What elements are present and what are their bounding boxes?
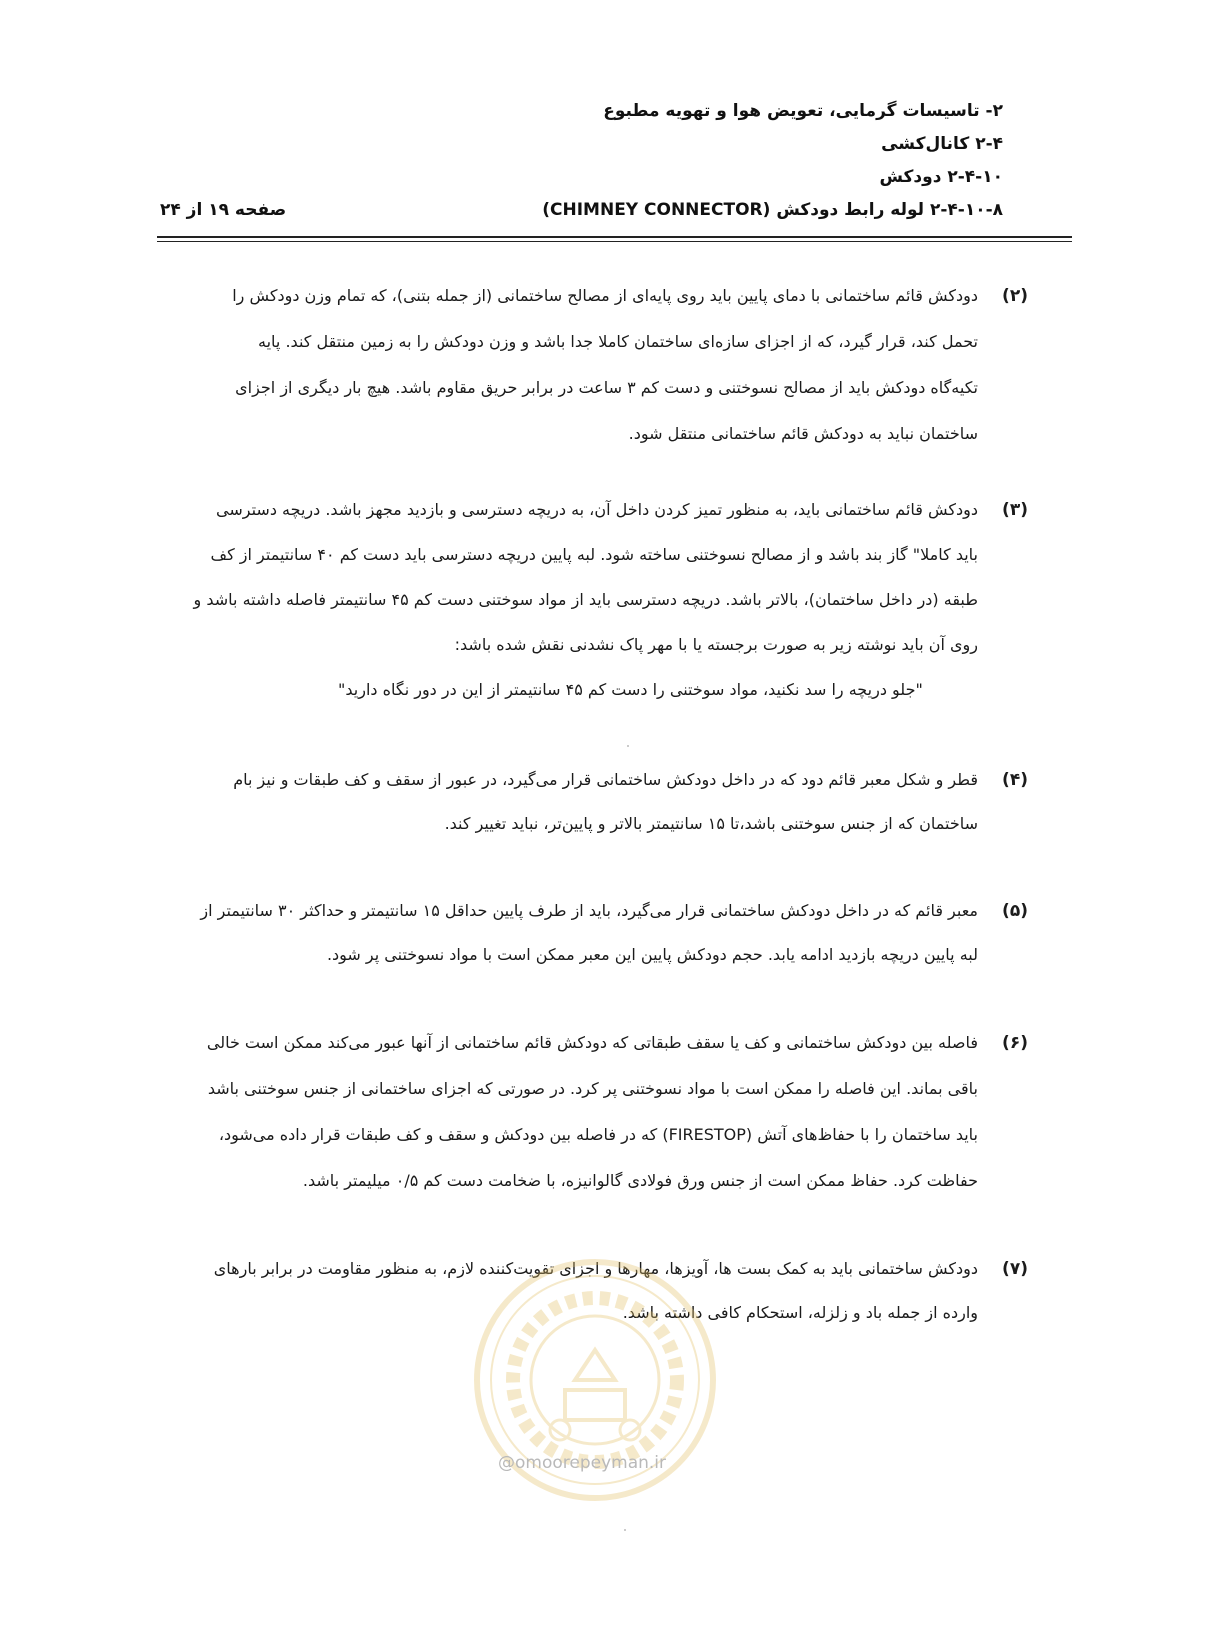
paragraph-line: دودکش ساختمانی باید به کمک بست ها، آویزها، مهارها و اجزای تقویت‌کننده لازم، به منظور مقاومت در برابر بارهای bbox=[213, 1259, 978, 1278]
clause-heading: ۲-۴-۱۰-۸ لوله رابط دودکش (CHIMNEY CONNECTOR) bbox=[542, 200, 1003, 220]
watermark-at-icon: @ bbox=[498, 1453, 515, 1473]
quoted-notice: "جلو دریچه را سد نکنید، مواد سوختنی را دست کم ۴۵ سانتیمتر از این در دور نگاه دارید" bbox=[338, 680, 923, 699]
paragraph-line: ساختمان که از جنس سوختنی باشد،تا ۱۵ سانتیمتر بالاتر و پایین‌تر، نباید تغییر کند. bbox=[444, 814, 978, 833]
paragraph-line: قطر و شکل معبر قائم دود که در داخل دودکش ساختمانی قرار می‌گیرد، در عبور از سقف و کف طبقات و نیز بام bbox=[233, 770, 978, 789]
paragraph-number: (۴) bbox=[1002, 770, 1028, 790]
page-number: صفحه ۱۹ از ۲۴ bbox=[160, 200, 287, 220]
scan-speck bbox=[624, 1529, 626, 1531]
paragraph-number: (۲) bbox=[1002, 286, 1028, 306]
paragraph-line: روی آن باید نوشته زیر به صورت برجسته یا با مهر پاک نشدنی نقش شده باشد: bbox=[454, 635, 978, 654]
header-rule-thin bbox=[157, 241, 1072, 242]
paragraph-line: وارده از جمله باد و زلزله، استحکام کافی داشته باشد. bbox=[622, 1303, 978, 1322]
paragraph-line: باید کاملا" گاز بند باشد و از مصالح نسوختنی ساخته شود. لبه پایین دریچه دسترسی باید دست کم ۴۰ سانتیمتر از کف bbox=[210, 545, 978, 564]
paragraph-number: (۷) bbox=[1002, 1259, 1028, 1279]
header-rule-thick bbox=[157, 236, 1072, 238]
paragraph-line: معبر قائم که در داخل دودکش ساختمانی قرار می‌گیرد، باید از طرف پایین حداقل ۱۵ سانتیمتر و حداکثر ۳۰ سانتیمتر از bbox=[200, 901, 978, 920]
scan-speck bbox=[627, 745, 629, 747]
paragraph-line: باید ساختمان را با حفاظ‌های آتش (FIRESTOP) که در فاصله بین دودکش و سقف و کف طبقات قرار داده می‌شود، bbox=[218, 1125, 978, 1144]
paragraph-line: فاصله بین دودکش ساختمانی و کف یا سقف طبقاتی که دودکش قائم ساختمانی از آنها عبور می‌کند ممکن است خالی bbox=[206, 1033, 978, 1052]
paragraph-line: تحمل کند، قرار گیرد، که از اجزای سازه‌ای ساختمان کاملا جدا باشد و وزن دودکش را به زمین منتقل کند. پایه bbox=[258, 332, 978, 351]
paragraph-number: (۶) bbox=[1002, 1033, 1028, 1053]
paragraph-line: حفاظت کرد. حفاظ ممکن است از جنس ورق فولادی گالوانیزه، با ضخامت دست کم ۰/۵ میلیمتر باشد. bbox=[302, 1171, 978, 1190]
paragraph-number: (۳) bbox=[1002, 500, 1028, 520]
paragraph-line: تکیه‌گاه دودکش باید از مصالح نسوختنی و دست کم ۳ ساعت در برابر حریق مقاوم باشد. هیچ بار دیگری از اجزای bbox=[235, 378, 978, 397]
paragraph-line: باقی بماند. این فاصله را ممکن است با مواد نسوختنی پر کرد. در صورتی که اجزای ساختمانی از جنس سوختنی باشد bbox=[207, 1079, 978, 1098]
paragraph-number: (۵) bbox=[1002, 901, 1028, 921]
watermark-url: @omoorepeyman.ir bbox=[498, 1453, 667, 1473]
paragraph-line: دودکش قائم ساختمانی با دمای پایین باید روی پایه‌ای از مصالح ساختمانی (از جمله بتنی)، که تمام وزن دودکش را bbox=[232, 286, 978, 305]
paragraph-line: طبقه (در داخل ساختمان)، بالاتر باشد. دریچه دسترسی باید از مواد سوختنی دست کم ۴۵ سانتیمتر فاصله داشته باشد و bbox=[193, 590, 978, 609]
paragraph-line: ساختمان نباید به دودکش قائم ساختمانی منتقل شود. bbox=[628, 424, 978, 443]
paragraph-line: لبه پایین دریچه بازدید ادامه یابد. حجم دودکش پایین این معبر ممکن است با مواد نسوختنی پر شود. bbox=[326, 945, 978, 964]
subsection-heading: ۲-۴ کانال‌کشی bbox=[881, 134, 1003, 154]
paragraph-line: دودکش قائم ساختمانی باید، به منظور تمیز کردن داخل آن، به دریچه دسترسی و بازدید مجهز باشد. دریچه دسترسی bbox=[216, 500, 978, 519]
subsubsection-heading: ۲-۴-۱۰ دودکش bbox=[879, 167, 1003, 187]
section-heading: ۲- تاسیسات گرمایی، تعویض هوا و تهویه مطبوع bbox=[603, 101, 1003, 121]
